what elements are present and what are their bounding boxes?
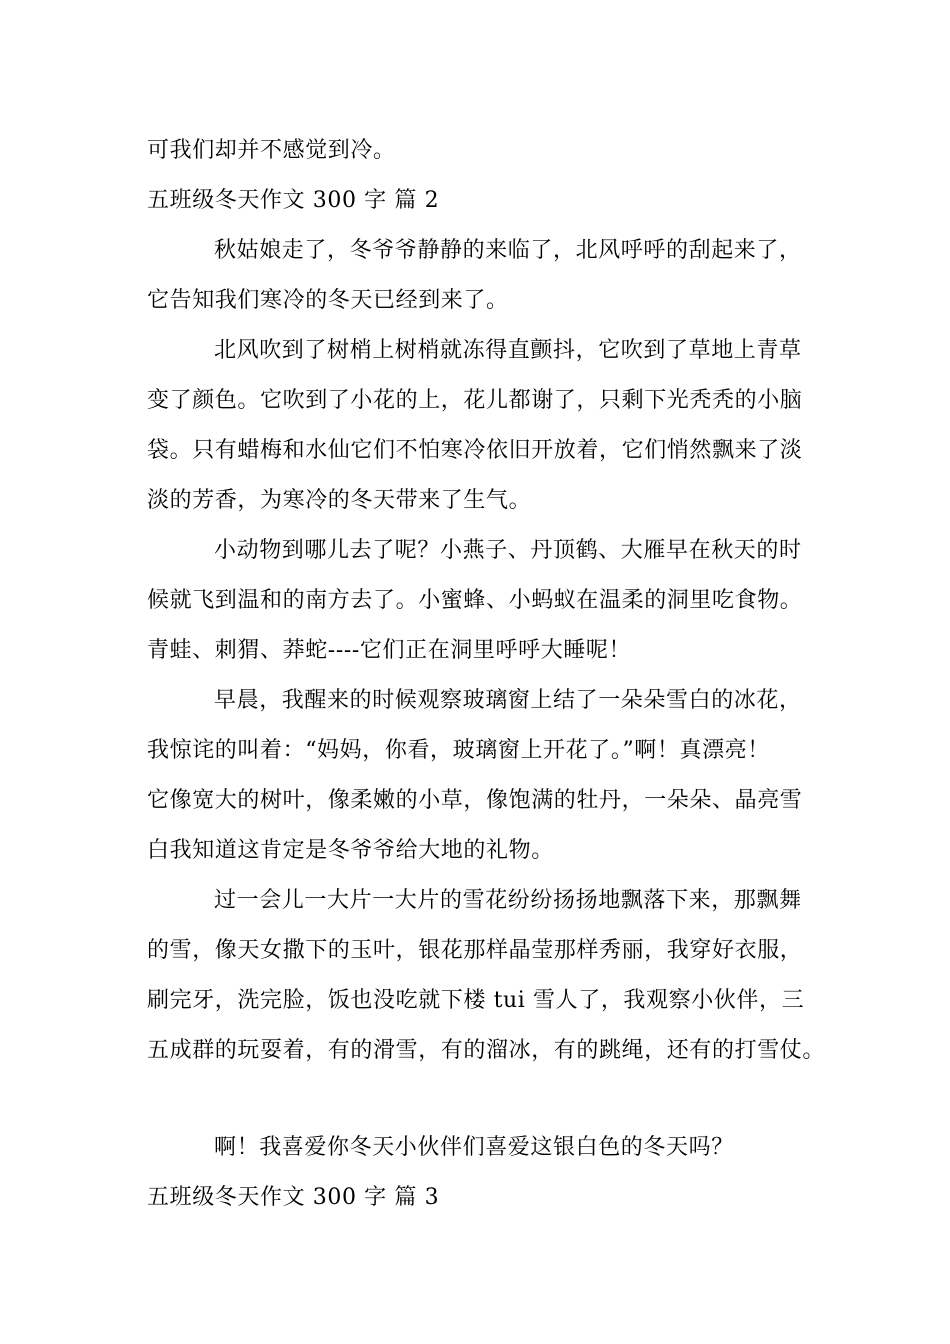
paragraph-first-line: 秋姑娘走了，冬爷爷静静的来临了，北风呼呼的刮起来了， — [214, 238, 802, 263]
text-line: 它像宽大的树叶，像柔嫩的小草，像饱满的牡丹，一朵朵、晶亮雪 — [147, 788, 803, 813]
text-line: 变了颜色。它吹到了小花的上，花儿都谢了，只剩下光秃秃的小脑 — [147, 388, 803, 413]
section-heading: 五班级冬天作文 300 字 篇 2 — [147, 188, 440, 213]
text-line: 我惊诧的叫着：“妈妈，你看，玻璃窗上开花了。”啊！真漂亮！ — [147, 738, 770, 763]
text-line: 的雪，像天女撒下的玉叶，银花那样晶莹那样秀丽，我穿好衣服， — [147, 938, 803, 963]
text-line: 五成群的玩耍着，有的滑雪，有的溜冰，有的跳绳，还有的打雪仗。 — [147, 1038, 826, 1063]
paragraph-first-line: 过一会儿一大片一大片的雪花纷纷扬扬地飘落下来，那飘舞 — [214, 888, 802, 913]
text-line: 它告知我们寒冷的冬天已经到来了。 — [147, 288, 509, 313]
text-line: 白我知道这肯定是冬爷爷给大地的礼物。 — [147, 838, 554, 863]
text-line: 可我们却并不感觉到冷。 — [147, 138, 396, 163]
section-heading: 五班级冬天作文 300 字 篇 3 — [147, 1185, 440, 1210]
text-line: 候就飞到温和的南方去了。小蜜蜂、小蚂蚁在温柔的洞里吃食物。 — [147, 588, 803, 613]
paragraph-first-line: 早晨，我醒来的时候观察玻璃窗上结了一朵朵雪白的冰花， — [214, 688, 802, 713]
paragraph-first-line: 北风吹到了树梢上树梢就冻得直颤抖，它吹到了草地上青草 — [214, 338, 802, 363]
paragraph-first-line: 小动物到哪儿去了呢？小燕子、丹顶鹤、大雁早在秋天的时 — [214, 538, 802, 563]
text-line: 淡的芳香，为寒冷的冬天带来了生气。 — [147, 488, 532, 513]
text-line: 刷完牙，洗完脸，饭也没吃就下楼 tui 雪人了，我观察小伙伴，三 — [147, 988, 805, 1013]
paragraph-first-line: 啊！我喜爱你冬天小伙伴们喜爱这银白色的冬天吗？ — [214, 1135, 734, 1160]
text-line: 青蛙、刺猬、莽蛇----它们正在洞里呼呼大睡呢！ — [147, 638, 632, 663]
text-line: 袋。只有蜡梅和水仙它们不怕寒冷依旧开放着，它们悄然飘来了淡 — [147, 438, 803, 463]
